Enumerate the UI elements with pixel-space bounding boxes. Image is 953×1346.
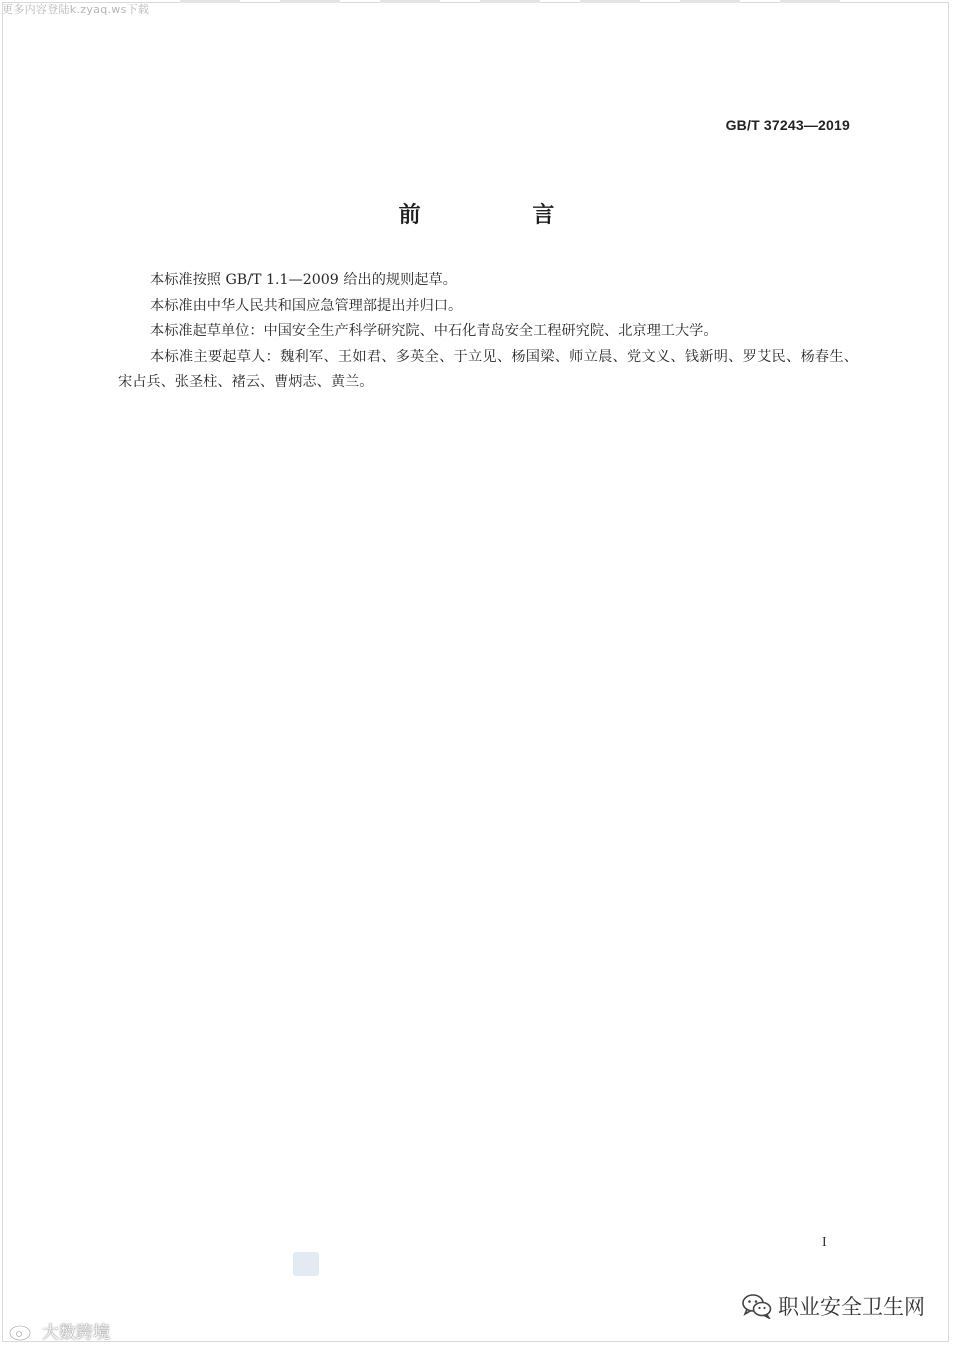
preface-body [118, 268, 858, 396]
paragraph-drafting-units: 本标准起草单位：中国安全生产科学研究院、中石化青岛安全工程研究院、北京理工大学。 [150, 323, 718, 340]
weibo-watermark-text: 大数跨境 [42, 1323, 110, 1343]
wechat-logo-icon [742, 1293, 772, 1319]
weibo-logo-icon [8, 1320, 38, 1342]
wechat-watermark [742, 1291, 925, 1321]
paragraph-proposer: 本标准由中华人民共和国应急管理部提出并归口。 [150, 297, 463, 314]
paragraph-drafters: 本标准主要起草人：魏利军、王如君、多英全、于立见、杨国梁、师立晨、党文义、钱新明、罗艾民、杨春生、宋占兵、张圣柱、褚云、曹炳志、黄兰。 [118, 348, 858, 391]
paragraph-drafting-rules: 本标准按照 GB/T 1.1—2009 给出的规则起草。 [150, 272, 457, 288]
wechat-watermark-text: 职业安全卫生网 [778, 1295, 925, 1319]
page-number: I [822, 1235, 827, 1250]
page-title: 前 言 [398, 203, 607, 228]
top-edge-strip [180, 0, 940, 3]
standard-code: GB/T 37243—2019 [725, 117, 850, 133]
weibo-watermark [8, 1318, 110, 1343]
center-logo-mark [293, 1252, 319, 1276]
top-watermark-text: 更多内容登陆k.zyaq.ws下载 [2, 3, 150, 16]
